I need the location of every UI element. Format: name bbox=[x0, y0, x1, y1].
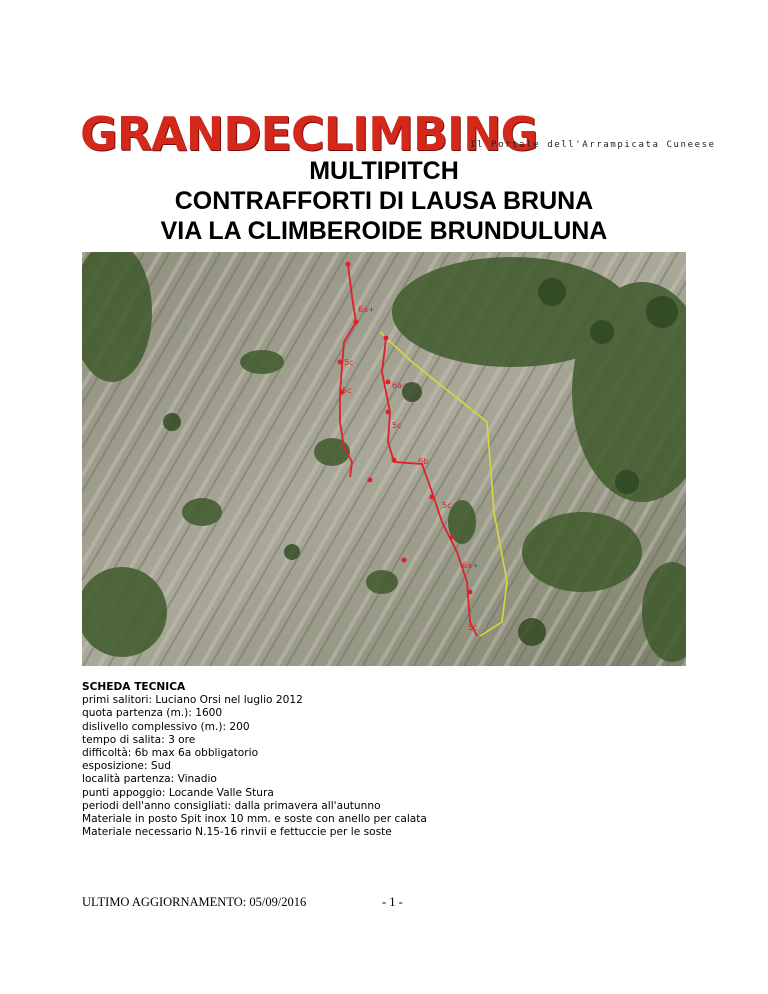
tech-sheet-line: difficoltà: 6b max 6a obbligatorio bbox=[82, 747, 259, 760]
pitch-label: 6a+ bbox=[392, 381, 409, 390]
pitch-label: 6a+ bbox=[358, 305, 375, 314]
tech-sheet-line: quota partenza (m.): 1600 bbox=[82, 707, 223, 720]
tech-sheet-heading: SCHEDA TECNICA bbox=[82, 681, 186, 693]
tech-sheet bbox=[82, 681, 427, 839]
tech-sheet-line: Materiale necessario N.15-16 rinvii e fettuccie per le soste bbox=[82, 826, 392, 839]
title-line-1: MULTIPITCH bbox=[309, 157, 459, 185]
title-line-2: CONTRAFFORTI DI LAUSA BRUNA bbox=[174, 187, 594, 215]
last-updated: ULTIMO AGGIORNAMENTO: 05/09/2016 bbox=[82, 895, 307, 909]
logo-tagline: Il Portale dell'Arrampicata Cuneese bbox=[470, 140, 716, 150]
logo bbox=[80, 107, 716, 161]
pitch-label: 6a+ bbox=[462, 561, 479, 570]
pitch-label: 5c bbox=[392, 421, 402, 430]
title-line-3: VIA LA CLIMBEROIDE BRUNDULUNA bbox=[160, 217, 608, 245]
tech-sheet-line: primi salitori: Luciano Orsi nel luglio 2012 bbox=[82, 694, 303, 707]
tech-sheet-line: dislivello complessivo (m.): 200 bbox=[82, 720, 250, 733]
tech-sheet-line: Materiale in posto Spit inox 10 mm. e soste con anello per calata bbox=[82, 813, 427, 826]
pitch-label: 5c bbox=[342, 386, 352, 395]
pitch-label: 5c bbox=[442, 501, 452, 510]
title-block bbox=[0, 156, 768, 246]
route-photo-svg bbox=[82, 252, 686, 666]
logo-wordmark bbox=[80, 107, 538, 161]
logo-wordmark-text: GRANDECLIMBING bbox=[80, 107, 538, 161]
tech-sheet-line: tempo di salita: 3 ore bbox=[82, 733, 196, 746]
pitch-label: 6b bbox=[418, 457, 429, 466]
page-number: - 1 - bbox=[382, 895, 403, 909]
pitch-label: 5c bbox=[468, 623, 478, 632]
tech-sheet-line: esposizione: Sud bbox=[82, 760, 172, 773]
tech-sheet-line: periodi dell'anno consigliati: dalla primavera all'autunno bbox=[82, 799, 381, 812]
route-photo bbox=[82, 252, 686, 666]
tech-sheet-line: località partenza: Vinadio bbox=[82, 773, 217, 786]
pitch-label: 5c bbox=[344, 358, 354, 367]
tech-sheet-line: punti appoggio: Locande Valle Stura bbox=[82, 786, 274, 799]
